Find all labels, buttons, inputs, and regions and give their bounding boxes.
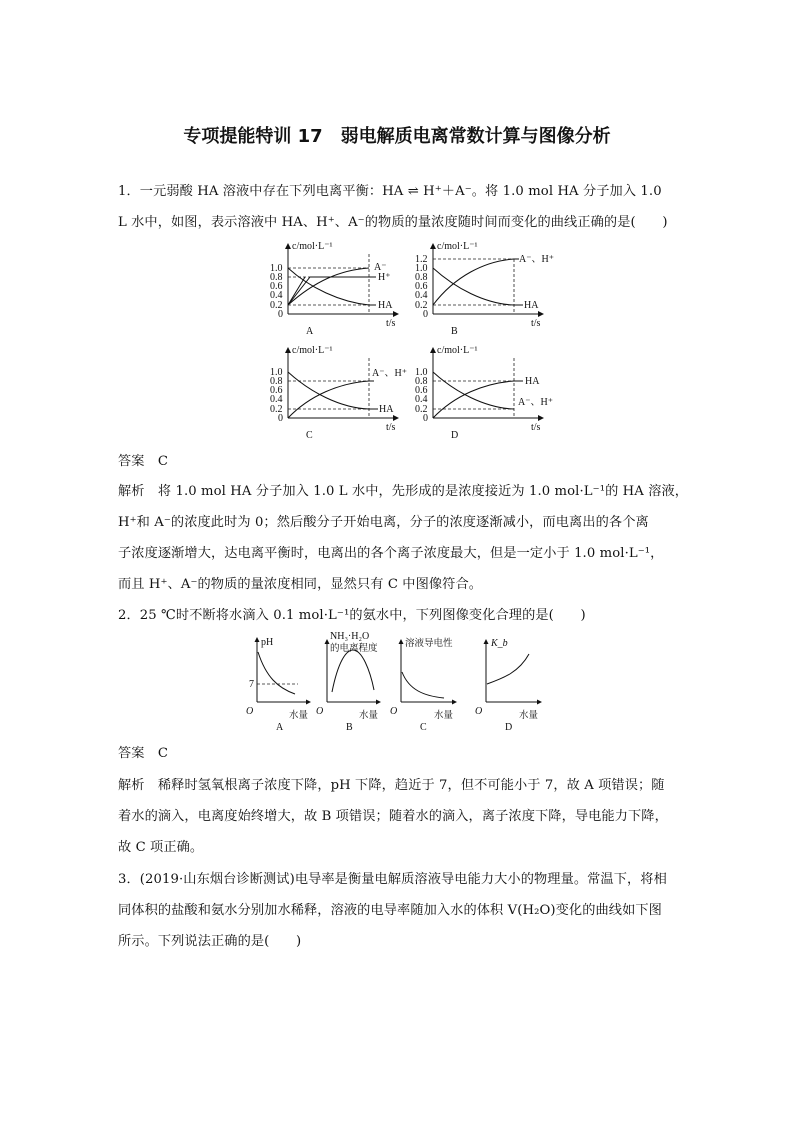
q2-graph-a [240, 632, 320, 732]
answer-label: 答案 [118, 746, 145, 761]
q1-text-line: L 水中，如图，表示溶液中 HA、H⁺、A⁻的物质的量浓度随时间而变化的曲线正确的是( ) [118, 215, 668, 230]
tick: 0.8 [415, 376, 428, 387]
answer-value: C [157, 454, 169, 469]
tick: 0.6 [270, 281, 283, 292]
y-axis-label: K_b [491, 638, 508, 649]
curve-label: A⁻、H⁺ [519, 254, 554, 265]
tick: 1.2 [415, 254, 428, 265]
tick: 0 [278, 413, 283, 424]
q1-graph-b [405, 236, 555, 341]
q1-analysis-line: H⁺和 A⁻的浓度此时为 0；然后酸分子开始电离，分子的浓度逐渐减小，而电离出的各个离 [118, 515, 649, 530]
q2-text-line: 2．25 ℃时不断将水滴入 0.1 mol·L⁻¹的氨水中，下列图像变化合理的是( ) [118, 608, 586, 623]
y-axis-label: 的电离程度 [330, 643, 378, 654]
graph-caption: C [420, 722, 427, 733]
curve-label: H⁺ [378, 272, 391, 283]
tick: 0.2 [415, 404, 428, 415]
x-axis-label: t/s [386, 318, 396, 329]
tick: 0.8 [415, 272, 428, 283]
q1-answer [118, 450, 680, 469]
q2-analysis-line: 着水的滴入，电离度始终增大，故 B 项错误；随着水的滴入，离子浓度下降，导电能力下降， [118, 809, 668, 824]
graph-caption: B [451, 326, 458, 337]
x-axis-label: t/s [386, 422, 396, 433]
y-axis-label: pH [261, 637, 274, 648]
tick: 0 [423, 413, 428, 424]
graph-caption: A [276, 722, 284, 733]
q2-graph-d [469, 632, 549, 732]
y-axis-label: c/mol·L⁻¹ [437, 241, 478, 252]
q1-text-line: 1．一元弱酸 HA 溶液中存在下列电离平衡：HA ⇌ H⁺＋A⁻。将 1.0 mol HA 分子加入 1.0 [118, 184, 662, 199]
tick: 1.0 [270, 263, 283, 274]
y-axis-label: NH₃·H₂O [330, 631, 370, 642]
tick: 0.6 [415, 385, 428, 396]
answer-label: 答案 [118, 454, 145, 469]
y-axis-label: c/mol·L⁻¹ [292, 345, 333, 356]
curve-label: HA [524, 300, 539, 311]
tick: 0.4 [415, 290, 428, 301]
tick: 0.8 [270, 272, 283, 283]
tick: 0.4 [415, 394, 428, 405]
tick: 0.2 [270, 300, 283, 311]
curve-label: HA [379, 404, 394, 415]
answer-value: C [157, 746, 169, 761]
x-axis-label: 水量 [289, 710, 309, 721]
origin-label: O [475, 706, 483, 717]
curve-label: A⁻ [374, 262, 387, 273]
tick: 0.6 [415, 281, 428, 292]
curve-label: A⁻、H⁺ [372, 368, 407, 379]
q1-graph-d [405, 340, 555, 445]
q2-graph-c [384, 632, 464, 732]
q3-text-line: 所示。下列说法正确的是( ) [118, 934, 302, 949]
tick: 1.0 [270, 367, 283, 378]
tick: 0 [423, 309, 428, 320]
q1-analysis-line: 子浓度逐渐增大，达电离平衡时，电离出的各个离子浓度最大，但是一定小于 1.0 mol·L⁻¹， [118, 546, 664, 561]
tick: 0.4 [270, 394, 283, 405]
q2-graph-b [310, 632, 390, 732]
analysis-label: 解析 [118, 778, 145, 793]
tick: 0 [278, 309, 283, 320]
q3-text-line: 同体积的盐酸和氨水分别加水稀释，溶液的电导率随加入水的体积 V(H₂O)变化的曲线如下图 [118, 903, 662, 918]
origin-label: O [246, 706, 254, 717]
graph-caption: D [451, 430, 459, 441]
x-axis-label: t/s [531, 318, 541, 329]
q2-answer [118, 742, 680, 761]
q2-analysis-line [118, 774, 680, 793]
q2-analysis-line: 故 C 项正确。 [118, 840, 204, 855]
y-axis-label: 溶液导电性 [405, 638, 453, 649]
q1-graph-c [260, 340, 410, 445]
q1-analysis-line: 而且 H⁺、A⁻的物质的量浓度相同，显然只有 C 中图像符合。 [118, 577, 483, 592]
graph-caption: C [306, 430, 313, 441]
analysis-text: 稀释时氢氧根离子浓度下降，pH 下降，趋近于 7，但不可能小于 7，故 A 项错误；随 [157, 778, 665, 793]
tick: 0.4 [270, 290, 283, 301]
x-axis-label: 水量 [359, 710, 379, 721]
origin-label: O [316, 706, 324, 717]
x-axis-label: 水量 [434, 710, 454, 721]
y-axis-label: c/mol·L⁻¹ [292, 241, 333, 252]
q1-analysis-line [118, 480, 689, 499]
tick: 0.2 [415, 300, 428, 311]
page-title: 专项提能特训 17 弱电解质电离常数计算与图像分析 [183, 126, 611, 147]
graph-caption: D [505, 722, 513, 733]
x-axis-label: 水量 [519, 710, 539, 721]
q3-text-line: 3．(2019·山东烟台诊断测试)电导率是衡量电解质溶液导电能力大小的物理量。常温下，将相 [118, 872, 667, 887]
curve-label: HA [525, 376, 540, 387]
graph-caption: A [306, 326, 314, 337]
x-axis-label: t/s [531, 422, 541, 433]
tick: 0.6 [270, 385, 283, 396]
curve-label: HA [378, 300, 393, 311]
tick: 0.8 [270, 376, 283, 387]
tick: 1.0 [415, 263, 428, 274]
q1-graph-a [260, 236, 410, 341]
ph-7-mark: 7 [249, 679, 254, 690]
analysis-text: 将 1.0 mol HA 分子加入 1.0 L 水中，先形成的是浓度接近为 1.0 mol·L⁻¹的 HA 溶液， [157, 484, 689, 499]
origin-label: O [390, 706, 398, 717]
curve-label: A⁻、H⁺ [518, 397, 553, 408]
tick: 1.0 [415, 367, 428, 378]
y-axis-label: c/mol·L⁻¹ [437, 345, 478, 356]
graph-caption: B [346, 722, 353, 733]
tick: 0.2 [270, 404, 283, 415]
analysis-label: 解析 [118, 484, 145, 499]
